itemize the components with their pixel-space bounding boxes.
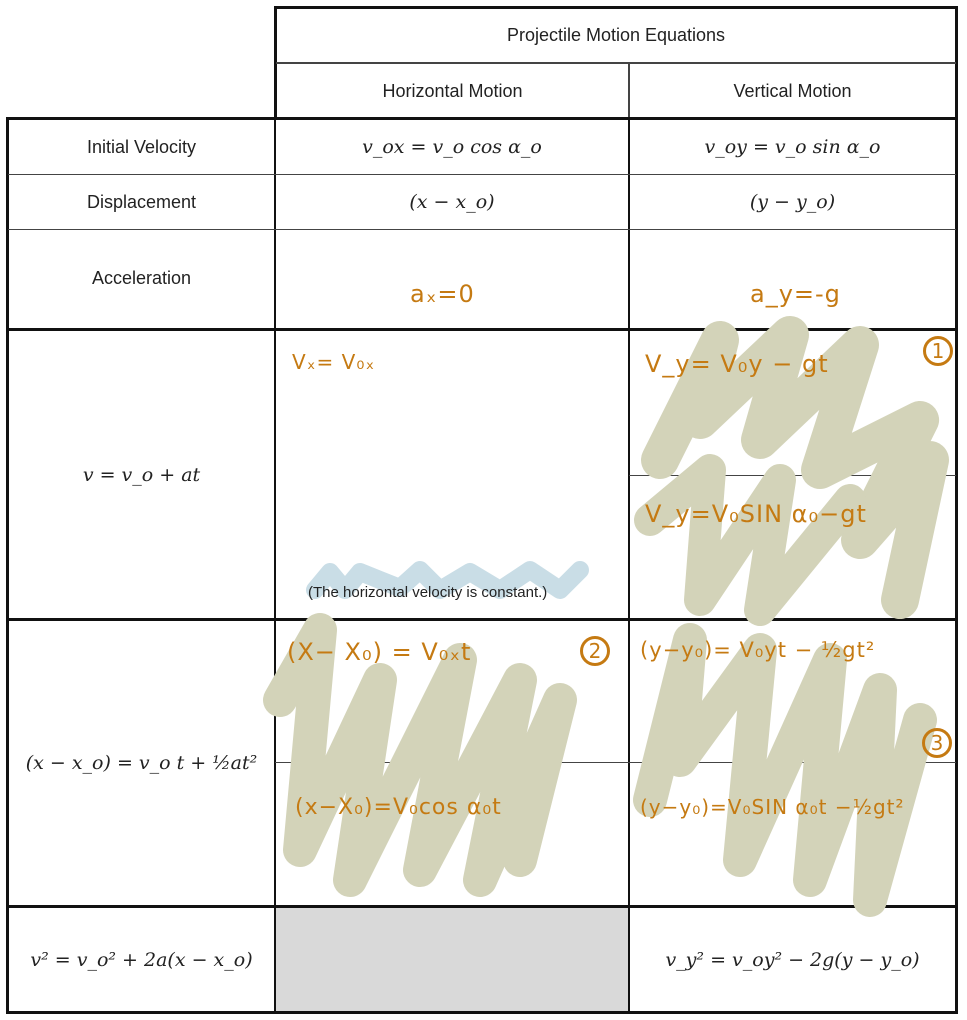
handwritten-ax: aₓ=0 — [410, 280, 475, 308]
horizontal-velocity-note: (The horizontal velocity is constant.) — [308, 584, 548, 601]
displacement-horizontal: (x − x_o) — [409, 191, 495, 213]
initial-velocity-vertical: v_oy = v_o sin α_o — [704, 136, 881, 158]
row-label-initial-velocity: Initial Velocity — [86, 136, 197, 157]
scribble-vy-lower — [650, 470, 850, 610]
row-label-acceleration: Acceleration — [91, 268, 192, 288]
scribble-y — [650, 640, 920, 900]
displacement-vertical: (y − y_o) — [749, 191, 836, 213]
circled-number-3: 3 — [922, 728, 952, 758]
row-label-position-equation: (x − x_o) = v_o t + ½at² — [25, 752, 258, 774]
row-label-displacement: Displacement — [86, 191, 197, 212]
circled-number-1: 1 — [923, 336, 953, 366]
handwritten-y1: (y−y₀)= V₀yt − ½gt² — [640, 638, 876, 662]
handwritten-x1: (X− X₀) = V₀ₓt — [287, 638, 472, 666]
handwritten-ay: a_y=-g — [750, 280, 841, 308]
header-vertical-motion: Vertical Motion — [733, 80, 852, 101]
handwritten-y2: (y−y₀)=V₀SIN α₀t −½gt² — [640, 795, 905, 819]
handwritten-vx: Vₓ= V₀ₓ — [292, 350, 376, 374]
initial-velocity-horizontal: v_ox = v_o cos α_o — [362, 136, 542, 158]
handwritten-vy2: V_y=V₀SIN α₀−gt — [645, 500, 867, 528]
row-label-velocity-squared-equation: v² = v_o² + 2a(x − x_o) — [30, 948, 253, 971]
velocity-squared-vertical: v_y² = v_oy² − 2g(y − y_o) — [665, 948, 920, 971]
handwritten-x2: (x−X₀)=V₀cos α₀t — [295, 795, 502, 820]
scribble-x — [280, 630, 560, 880]
handwritten-vy1: V_y= V₀y − gt — [645, 350, 829, 378]
empty-gray-cell — [276, 908, 628, 1011]
row-label-velocity-equation: v = v_o + at — [82, 463, 201, 486]
header-horizontal-motion: Horizontal Motion — [382, 80, 523, 101]
table-title: Projectile Motion Equations — [506, 25, 726, 45]
circled-number-2: 2 — [580, 636, 610, 666]
